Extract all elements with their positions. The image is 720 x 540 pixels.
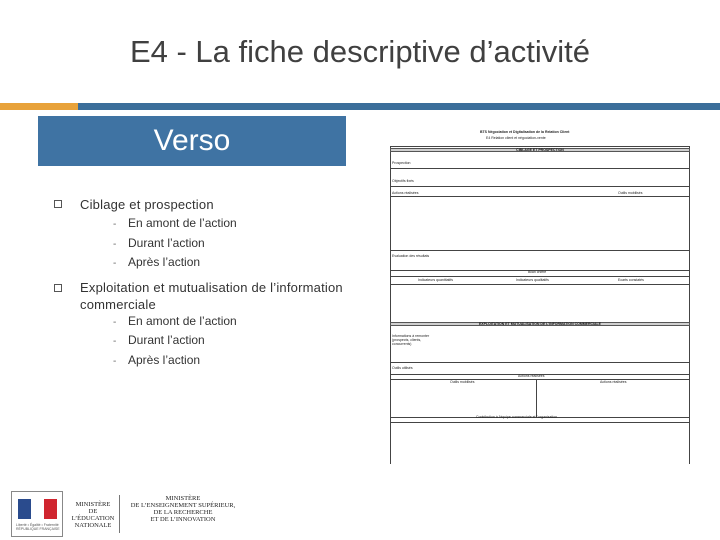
ministry-higher-education: MINISTÈRE DE L’ENSEIGNEMENT SUPÉRIEUR, DE LA RECHERCHE ET DE L’INNOVATION xyxy=(130,495,236,523)
form-rule xyxy=(390,362,690,363)
form-subheading: E4 Relation client et négociation-vente xyxy=(486,136,546,140)
form-field-label: Prospection xyxy=(392,161,411,165)
form-rule xyxy=(390,379,690,380)
sub-item: En amont de l’action xyxy=(128,314,237,328)
republique-caption: Liberté • Égalité • Fraternité RÉPUBLIQUE FRANÇAISE xyxy=(16,523,60,531)
form-field-label: Informations à remonter (prospects, clients, concurrents) xyxy=(392,334,430,346)
dash-icon: - xyxy=(113,356,117,367)
title-rule-accent xyxy=(0,103,78,110)
form-rule xyxy=(390,186,690,187)
bullet-square-icon xyxy=(54,284,62,292)
dash-icon: - xyxy=(113,219,117,230)
slide-title: E4 - La fiche descriptive d’activité xyxy=(129,34,591,69)
verso-banner: Verso xyxy=(38,116,346,166)
form-sub-header: Actions réalisées xyxy=(518,374,545,378)
sub-item: Après l’action xyxy=(128,255,201,269)
form-thumbnail xyxy=(388,126,692,466)
form-col-divider xyxy=(536,379,537,417)
dash-icon: - xyxy=(113,239,117,250)
form-section-title: EXPLOITATION ET MUTUALISATION DE L’INFORMATION COMMERCIALE xyxy=(478,322,602,326)
form-border xyxy=(390,146,690,147)
bullet-ciblage: Ciblage et prospection xyxy=(80,197,214,212)
sub-item: Après l’action xyxy=(128,353,201,367)
form-heading: BTS Négociation et Digitalisation de la Relation Client xyxy=(480,130,570,134)
form-field-label: Evaluation des résultats xyxy=(392,254,430,258)
form-rule xyxy=(390,422,690,423)
bullet-square-icon xyxy=(54,200,62,208)
form-column-label: Indicateurs quantitatifs xyxy=(418,278,454,282)
sub-item: Durant l’action xyxy=(128,236,205,250)
sub-item: Durant l’action xyxy=(128,333,205,347)
republique-francaise-logo xyxy=(11,491,63,537)
form-rule xyxy=(390,250,690,251)
form-section-title: CIBLAGE ET PROSPECTION xyxy=(516,148,564,152)
form-sub-header: Bilan chiffré xyxy=(528,270,547,274)
ministry-education: MINISTÈRE DE L’ÉDUCATION NATIONALE xyxy=(71,501,115,529)
flag-blue xyxy=(18,499,31,519)
form-field-label: Outils mobilisés xyxy=(618,191,643,195)
form-rule xyxy=(390,168,690,169)
dash-icon: - xyxy=(113,317,117,328)
ministry-logos xyxy=(11,491,241,539)
title-rule xyxy=(78,103,720,110)
form-column-label: Ecarts constatés xyxy=(618,278,644,282)
logo-divider xyxy=(119,495,120,533)
form-column-label: Outils mobilisés xyxy=(450,380,475,384)
flag-white xyxy=(31,499,44,519)
dash-icon: - xyxy=(113,336,117,347)
dash-icon: - xyxy=(113,258,117,269)
form-rule xyxy=(390,196,690,197)
form-rule xyxy=(390,276,690,277)
flag-red xyxy=(44,499,57,519)
form-rule xyxy=(390,284,690,285)
form-footer-row: Contribution à l’équipe commerciale et l’organisation xyxy=(476,415,558,419)
form-field-label: Outils utilisés xyxy=(392,366,413,370)
bullet-exploitation: Exploitation et mutualisation de l’information commerciale xyxy=(80,280,343,312)
sub-item: En amont de l’action xyxy=(128,216,237,230)
form-field-label: Objectifs fixés xyxy=(392,179,414,183)
form-column-label: Indicateurs qualitatifs xyxy=(516,278,549,282)
form-column-label: Actions réalisées xyxy=(600,380,627,384)
form-field-label: Actions réalisées xyxy=(392,191,419,195)
